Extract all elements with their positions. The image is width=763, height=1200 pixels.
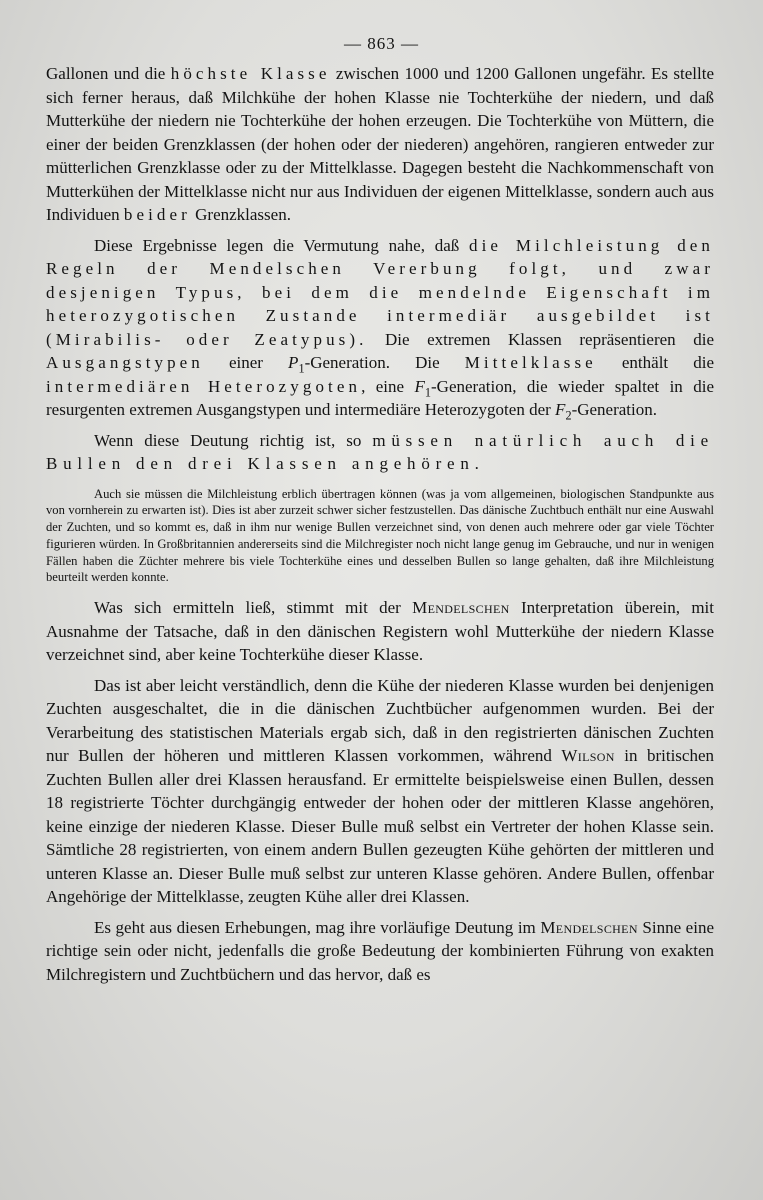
page-body <box>46 62 714 986</box>
spaced-emphasis: Ausgangstypen <box>46 353 204 372</box>
page-number: — 863 — <box>344 34 419 53</box>
spaced-emphasis: müssen natürlich auch die Bullen den drei Klassen angehören. <box>46 430 714 473</box>
generation-symbol: F <box>555 400 566 419</box>
paragraph-2: Diese Ergebnisse legen die Vermutung nahe, daß die Milchleistung den Regeln der Mendelschen Vererbung folgt, und zwar desjenigen Typus, bei dem die mendelnde Eigenschaft im heterozygotischen Zustande intermediär ausgebildet ist (Mirabilis- oder Zeatypus). Die extremen Klassen repräsentieren die Ausgangstypen einer $P_1$-Generation. Die Mittelklasse enthält die intermediären Heterozygoten, eine $F_1$-Generation, die wieder spaltet in die resurgenten extremen Ausgangstypen und intermediäre Heterozygoten der $F_2$-Generation. <box>46 235 715 423</box>
paragraph-4: Was sich ermitteln ließ, stimmt mit der Mendelschen Interpretation überein, mit Ausnahme der Tatsache, daß in den dänischen Registern wohl Mutterkühe der niedern Klasse verzeichnet sind, aber keine Tochterkühe dieser Klasse. <box>46 598 714 665</box>
author-name: Mendelschen <box>540 917 638 937</box>
spaced-emphasis: die Milchleistung den Regeln der Mendelschen Vererbung folgt, und zwar desjenigen Typus, bei dem die mendelnde Eigenschaft im heterozygotischen Zustande intermediär ausgebildet ist (Mirabilis- oder Zeatypus). <box>46 235 715 349</box>
spaced-emphasis: beider <box>123 205 191 224</box>
generation-symbol: P <box>288 353 299 372</box>
footnote-small-print: Auch sie müssen die Milchleistung erblich übertragen können (was ja vom allgemeinen, biologischen Standpunkte aus von vornherein zu erwarten ist). Dies ist aber zurzeit schwer sicher festzustellen. Das dänische Zuchtbuch enthält nur eine Auswahl der Zuchten, und so kommt es, daß in ihm nur wenige Bullen verzeichnet sind, von denen auch mehrere oder gar viele Töchter figurieren würden. In Großbritannien andererseits sind die Milchregister noch nicht lange genug im Gebrauche, und nur in wenigen Fällen haben die Züchter mehrere bis viele Tochterkühe eines und desselben Bullen so lange gehalten, daß ihre Milchleistung beurteilt werden konnte. <box>46 486 714 585</box>
paragraph-5: Das ist aber leicht verständlich, denn die Kühe der niederen Klasse wurden bei denjenigen Zuchten ausgeschaltet, die in die dänischen Zuchtbücher aufgenommen wurden. Bei der Verarbeitung des statistischen Materials ergab sich, daß in den registrierten dänischen Zuchten nur Bullen der höheren und mittleren Klassen vorkommen, während Wilson in britischen Zuchten Bullen aller drei Klassen herausfand. Er ermittelte beispielsweise einen Bullen, dessen 18 registrierte Töchter durchgängig entweder der hohen oder der mittleren Klasse angehören, keine einzige der niederen Klasse. Dieser Bulle muß selbst ein Vertreter der hohen Klasse sein. Sämtliche 28 registrierten, von einem andern Bullen gezeugten Kühe gehörten der mittleren und unteren Klasse an. Dieser Bulle muß selbst zur unteren Klasse gehören. Andere Bullen, offenbar Angehörige der Mittelklasse, zeugten Kühe aller drei Klassen. <box>46 675 714 907</box>
spaced-emphasis: höchste Klasse <box>170 64 331 83</box>
spaced-emphasis: Mittelklasse <box>464 353 597 372</box>
paragraph-6: Es geht aus diesen Erhebungen, mag ihre vorläufige Deutung im Mendelschen Sinne eine richtige sein oder nicht, jedenfalls die große Bedeutung der kombinierten Führung von exakten Milchregistern und Zuchtbüchern und das hervor, daß es <box>46 917 715 984</box>
paragraph-1: Gallonen und die höchste Klasse zwischen 1000 und 1200 Gallonen ungefähr. Es stellte sich ferner heraus, daß Milchkühe der hohen Klasse nie Tochterkühe der niedern, und daß Mutterkühe der niedern nie Tochterkühe der hohen erzeugen. Die Tochterkühe von Müttern, die einer der beiden Grenzklassen (der hohen oder der niederen) angehören, rangieren entweder zur mütterlichen Grenzklasse oder zu der Mittelklasse. Dagegen besteht die Nachkommenschaft von Mutterkühen der Mittelklasse nicht nur aus Individuen der eigenen Mittelklasse, sondern auch aus Individuen beider Grenzklassen. <box>46 64 714 224</box>
generation-symbol: F <box>414 376 425 396</box>
paragraph-3: Wenn diese Deutung richtig ist, so müssen natürlich auch die Bullen den drei Klassen angehören. <box>46 430 714 473</box>
author-name: Wilson <box>561 746 615 766</box>
spaced-emphasis: intermediären Heterozygoten <box>46 376 362 396</box>
author-name: Mendelschen <box>412 598 510 618</box>
